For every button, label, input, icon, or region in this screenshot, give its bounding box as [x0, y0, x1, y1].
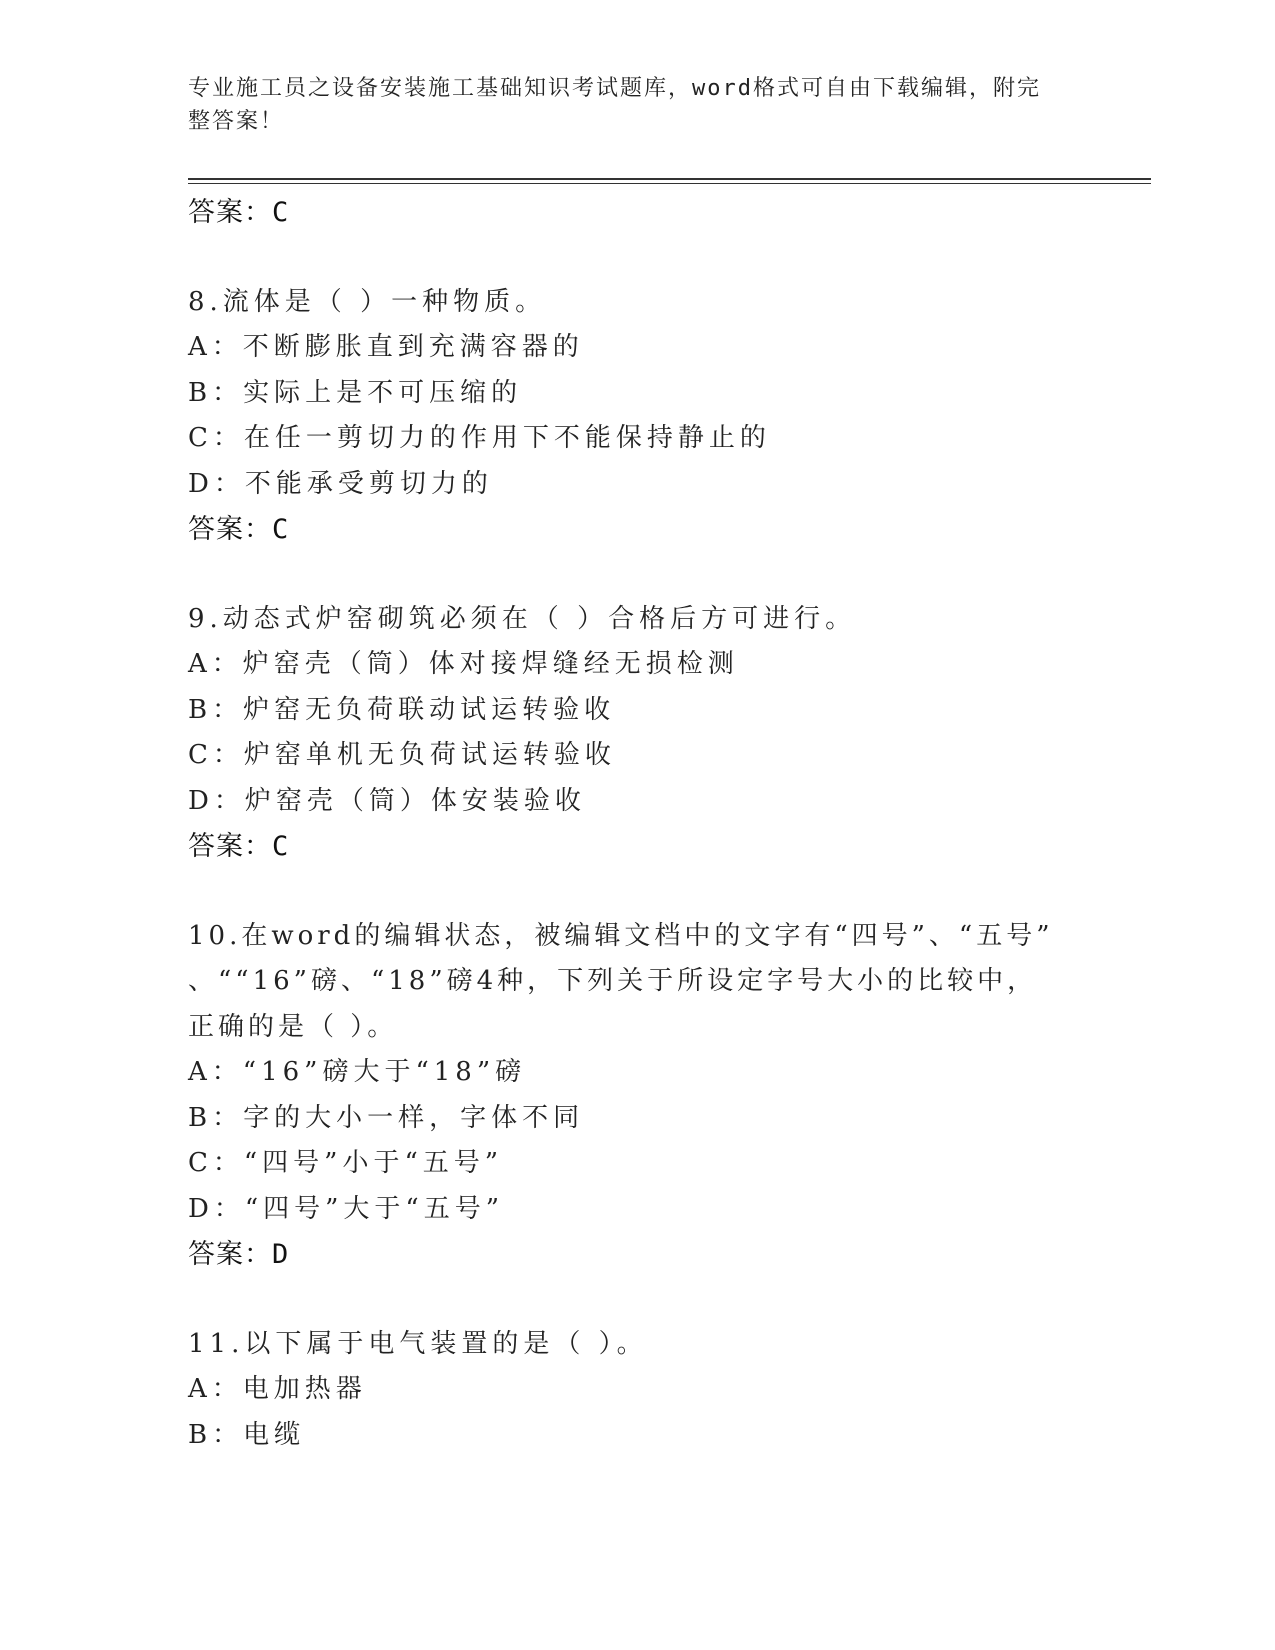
question-stem-line-3: 正确的是（ ）。: [188, 1011, 398, 1042]
answer-label: 答案：C: [188, 197, 290, 228]
question-stem-line-2: 、““16”磅、“18”磅4种，下列关于所设定字号大小的比较中，: [188, 966, 1038, 996]
question-10: [188, 914, 1088, 1278]
option-b: B：炉窑无负荷联动试运转验收: [188, 694, 616, 725]
question-stem: 9.动态式炉窑砌筑必须在（ ）合格后方可进行。: [188, 603, 857, 634]
spacer: [188, 1278, 1088, 1322]
document-body: [188, 190, 1088, 1458]
option-d: D：炉窑壳（筒）体安装验收: [188, 785, 586, 816]
question-9: [188, 597, 1088, 870]
option-d: D：不能承受剪切力的: [188, 468, 493, 499]
header-line-1: 专业施工员之设备安装施工基础知识考试题库，word格式可自由下载编辑，附完: [188, 76, 1041, 101]
question-stem: 11.以下属于电气装置的是（ ）。: [188, 1328, 648, 1359]
option-a: A：电加热器: [188, 1374, 367, 1404]
option-a: A：炉窑壳（筒）体对接焊缝经无损检测: [188, 649, 739, 679]
option-b: B：字的大小一样，字体不同: [188, 1102, 585, 1133]
question-stem: 8.流体是（ ）一种物质。: [188, 286, 547, 317]
option-c: C：在任一剪切力的作用下不能保持静止的: [188, 423, 771, 453]
question-8: [188, 280, 1088, 553]
question-stem-line-1: 10.在word的编辑状态，被编辑文档中的文字有“四号”、“五号”: [188, 920, 1054, 951]
option-c: C：“四号”小于“五号”: [188, 1148, 504, 1178]
spacer: [188, 553, 1088, 597]
option-a: A：“16”磅大于“18”磅: [188, 1057, 527, 1087]
header-line-2: 整答案！: [188, 109, 285, 134]
option-b: B：实际上是不可压缩的: [188, 377, 523, 408]
option-b: B：电缆: [188, 1419, 306, 1450]
answer-label: 答案：C: [188, 514, 290, 545]
answer-label: 答案：D: [188, 1239, 290, 1270]
document-header: [188, 72, 1068, 138]
header-divider-thin: [188, 183, 1151, 184]
option-d: D：“四号”大于“五号”: [188, 1193, 505, 1224]
question-11: [188, 1322, 1088, 1459]
option-c: C：炉窑单机无负荷试运转验收: [188, 740, 616, 770]
answer-label: 答案：C: [188, 831, 290, 862]
header-divider-thick: [188, 178, 1151, 180]
spacer: [188, 236, 1088, 280]
spacer: [188, 870, 1088, 914]
option-a: A：不断膨胀直到充满容器的: [188, 332, 584, 362]
